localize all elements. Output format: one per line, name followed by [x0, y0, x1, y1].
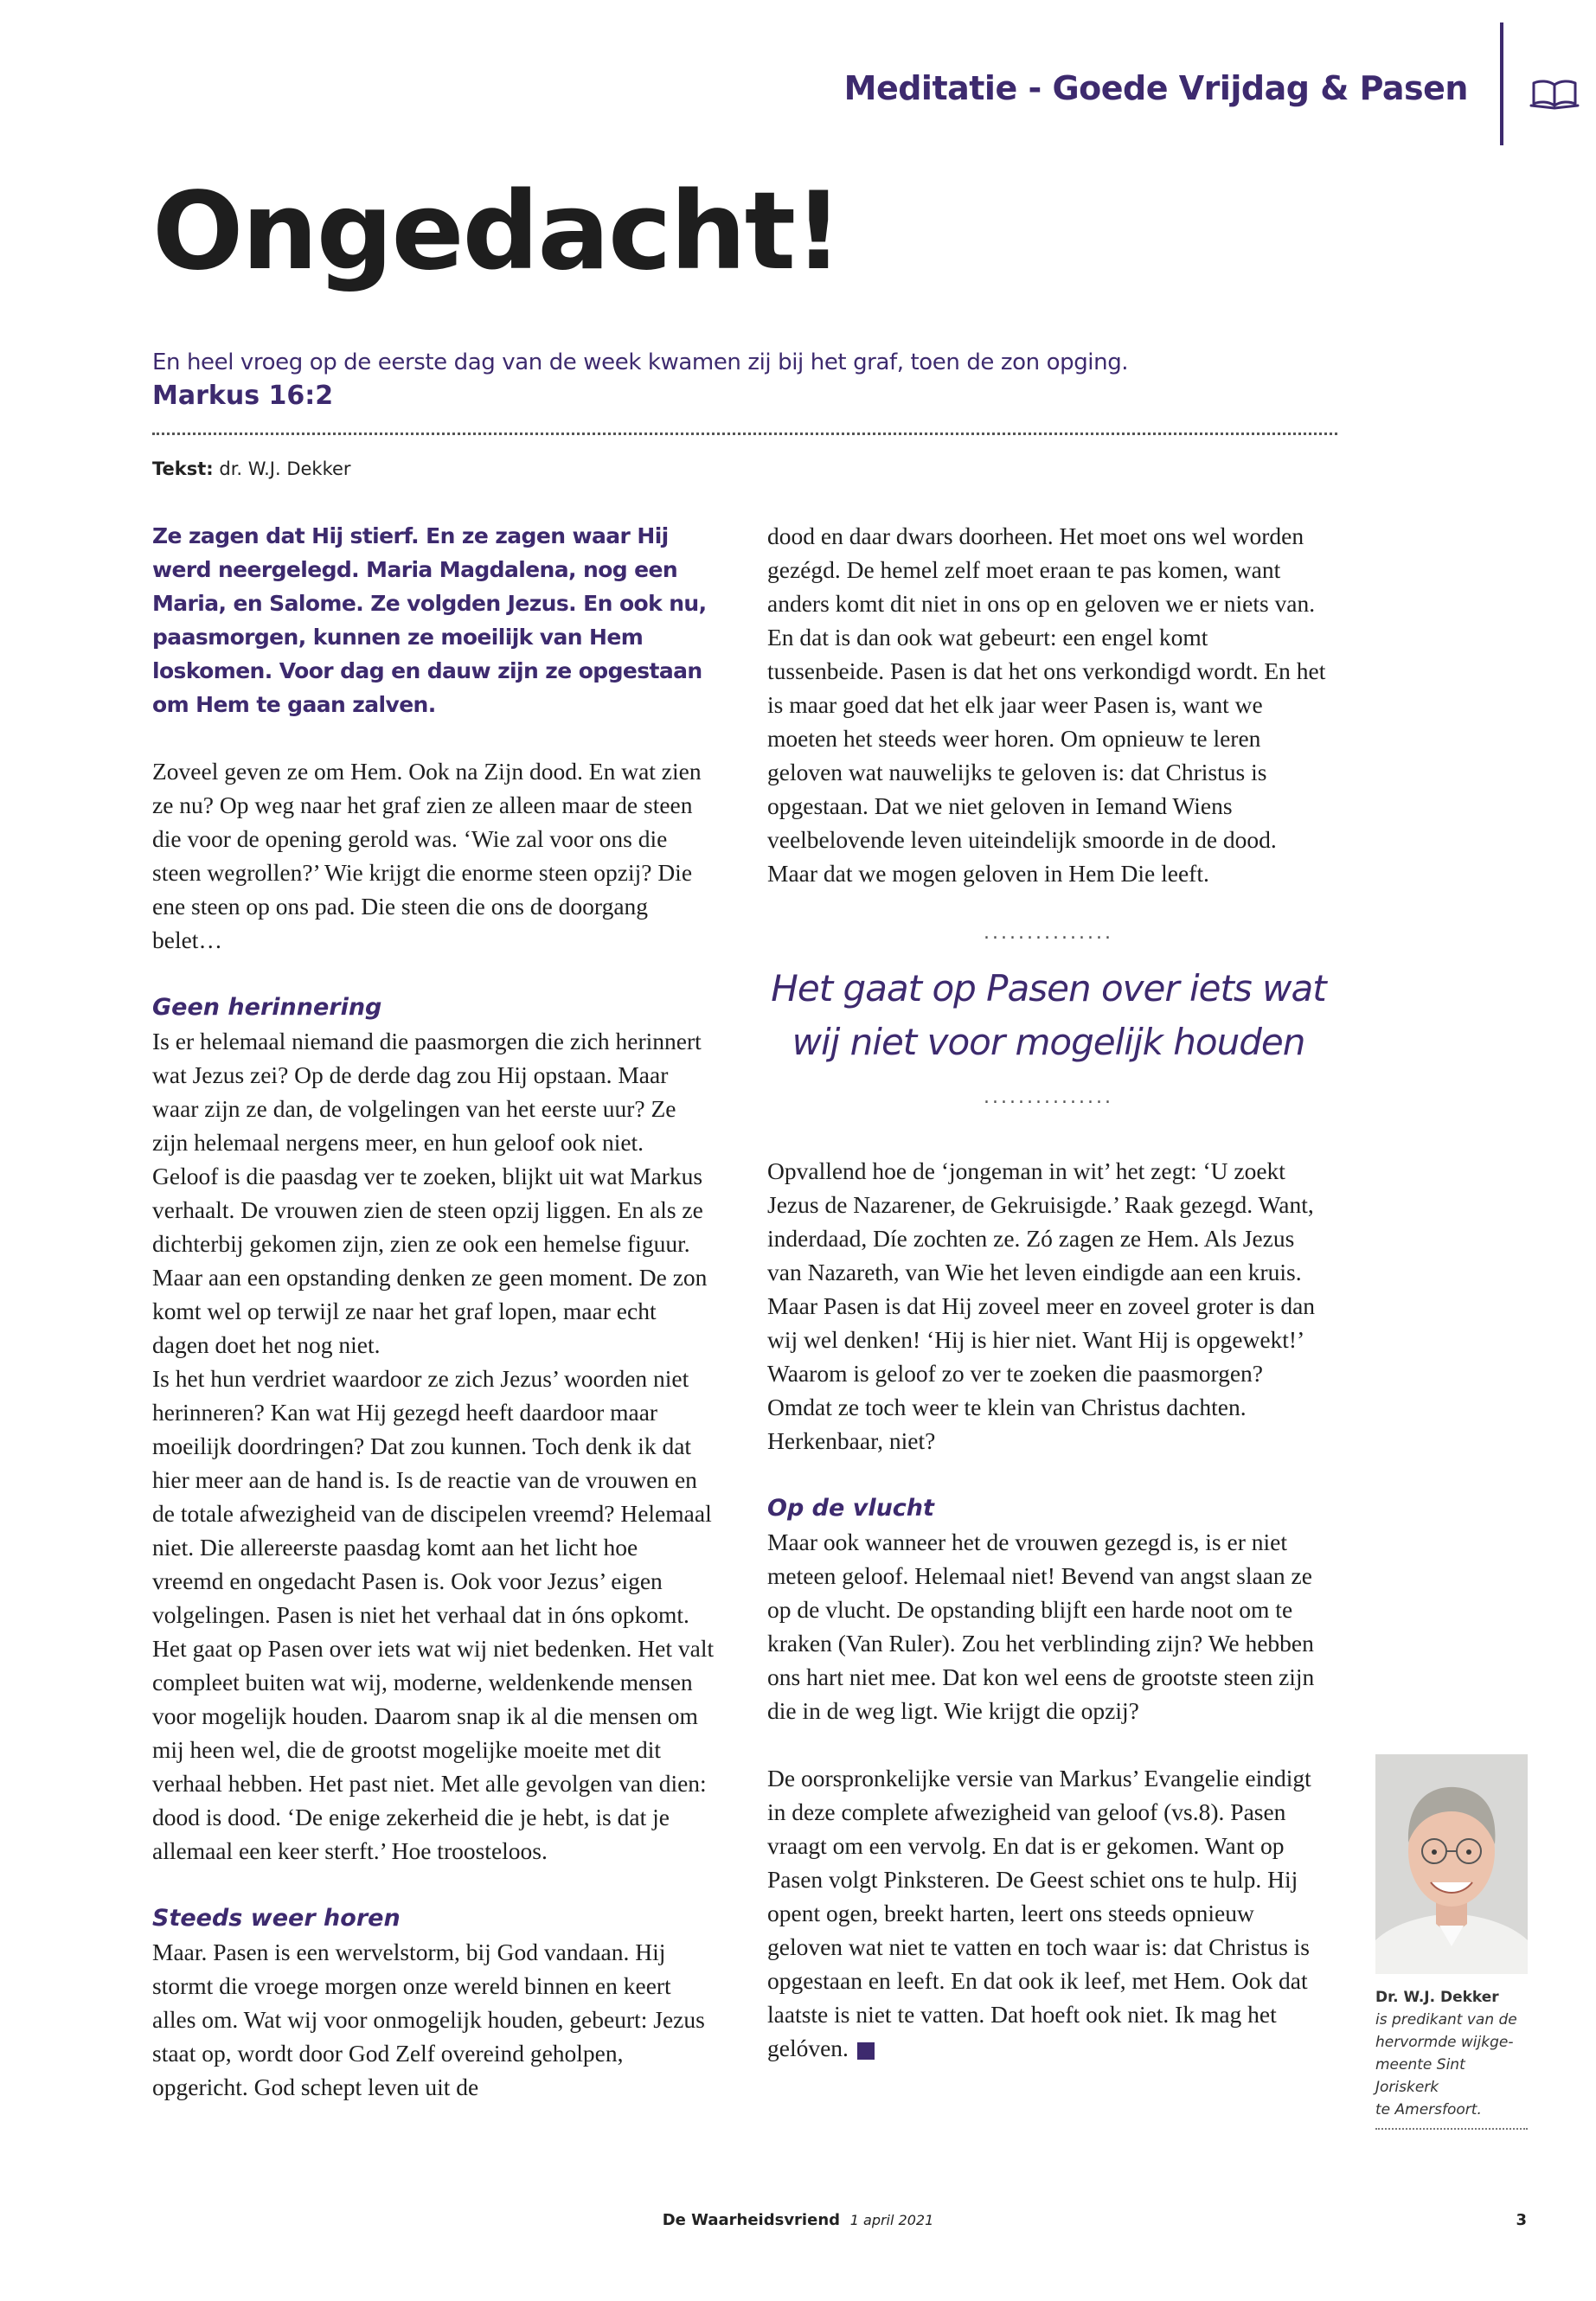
- body-paragraph: Is er helemaal niemand die paasmorgen die zich herinnert wat Jezus zei? Op de derde dag zou Hij opstaan. Maar waar zijn ze dan, de volgelingen van het eerste uur? Ze zijn helemaal nergens meer, en hun geloof ook niet. Geloof is die paasdag ver te zoeken, blijkt uit wat Markus verhaalt. De vrouwen zien de steen opzij liggen. En als ze dichterbij gekomen zijn, zien ze ook een hemelse figuur. Maar aan een opstanding denken ze geen moment. De zon komt wel op terwijl ze naar het graf lopen, maar echt dagen doet het nog niet.: [152, 1028, 708, 1358]
- body-paragraph: Maar. Pasen is een wervelstorm, bij God vandaan. Hij stormt die vroege morgen onze wereld binnen en keert alles om. Wat wij voor onmogelijk houden, gebeurt: Jezus staat op, wordt door God Zelf overeind geholpen, opgericht. God schept leven uit de: [152, 1939, 705, 2100]
- verse-reference: Markus 16:2: [152, 381, 334, 411]
- author-photo: [1375, 1754, 1528, 1974]
- body-paragraph: Zoveel geven ze om Hem. Ook na Zijn dood. En wat zien ze nu? Op weg naar het graf zien ze alleen maar de steen die voor de opening gerold was. ‘Wie zal voor ons die steen wegrollen?’ Wie krijgt die enorme steen opzij? Die ene steen op ons pad. Die steen die ons de doorgang belet…: [152, 758, 702, 953]
- issue-date: 1 april 2021: [849, 2212, 934, 2228]
- magazine-name: De Waarheidsvriend: [662, 2211, 841, 2229]
- byline-label: Tekst:: [152, 458, 214, 479]
- pull-quote-line: Het gaat op Pasen over iets wat: [771, 967, 1326, 1009]
- author-description: is predikant van de: [1375, 2011, 1517, 2029]
- header-divider: [1500, 22, 1503, 145]
- closing-paragraph: [767, 1761, 1330, 2065]
- body-paragraph: Is het hun verdriet waardoor ze zich Jezus’ woorden niet herinneren? Kan wat Hij gezegd heeft daardoor maar moeilijk doordringen? Dat zou kunnen. Toch denk ik dat hier meer aan de hand is. Is de reactie van de vrouwen en de totale afwezigheid van de discipelen vreemd? Helemaal niet. Die allereerste paasdag komt aan het licht hoe vreemd en ongedacht Pasen is. Ook voor Jezus’ eigen volgelingen. Pasen is niet het verhaal dat in óns opkomt. Het gaat op Pasen over iets wat wij niet bedenken. Het valt compleet buiten wat wij, moderne, weldenkende mensen voor mogelijk houden. Daarom snap ik al die mensen om mij heen wel, die de grootst mogelijke moeite met dit verhaal hebben. Het past niet. Met alle gevolgen van dien: dood is dood. ‘De enige zekerheid die je hebt, is dat je allemaal een keer sterft.’ Hoe troosteloos.: [152, 1365, 715, 1864]
- byline-author: dr. W.J. Dekker: [219, 458, 351, 479]
- body-paragraph: Maar ook wanneer het de vrouwen gezegd is, is er niet meteen geloof. Helemaal niet! Bevend van angst slaan ze op de vlucht. De opstanding blijft een harde noot om te kraken (Van Ruler). Zou het verblinding zijn? We hebben ons hart niet mee. Dat kon wel eens de grootste steen zijn die in de weg ligt. Wie krijgt die opzij?: [767, 1529, 1315, 1724]
- right-column: [767, 519, 1330, 2065]
- author-caption: [1375, 1986, 1528, 2121]
- left-column: [152, 519, 715, 2104]
- page-title: Ongedacht!: [152, 170, 842, 294]
- dotted-divider: [152, 433, 1337, 435]
- dotted-divider: ...............: [984, 1086, 1113, 1108]
- pull-quote-line: wij niet voor mogelijk houden: [792, 1021, 1305, 1063]
- book-icon: [1529, 76, 1580, 111]
- byline: [152, 458, 351, 479]
- verse-text: En heel vroeg op de eerste dag van de week kwamen zij bij het graf, toen de zon opging.: [152, 349, 1129, 375]
- dotted-divider: ...............: [984, 922, 1113, 944]
- author-description: hervormde wijkge-: [1375, 2034, 1514, 2051]
- author-description: te Amersfoort.: [1375, 2101, 1482, 2118]
- body-paragraph: dood en daar dwars doorheen. Het moet ons wel worden gezégd. De hemel zelf moet eraan te pas komen, want anders komt dit niet in ons op en geloven we er niets van. En dat is dan ook wat gebeurt: een engel komt tussenbeide. Pasen is dat het ons verkondigd wordt. En het is maar goed dat het elk jaar weer Pasen is, want we moeten het steeds weer horen. Om opnieuw te leren geloven wat nauwelijks te geloven is: dat Christus is opgestaan. Dat we niet geloven in Iemand Wiens veelbelovende leven uiteindelijk smoorde in de dood. Maar dat we mogen geloven in Hem Die leeft.: [767, 522, 1326, 887]
- dotted-divider: [1375, 2128, 1528, 2130]
- closing-text: De oorspronkelijke versie van Markus’ Evangelie eindigt in deze complete afwezigheid van geloof (vs.8). Pasen vraagt om een vervolg. En dat is er gekomen. Want op Pasen volgt Pinksteren. De Geest schiet ons te hulp. Hij opent ogen, breekt harten, leert ons steeds opnieuw geloven wat niet te vatten en toch waar is: dat Christus is opgestaan en leeft. En dat ook ik leef, met Hem. Ook dat laatste is niet te vatten. Dat hoeft ook niet. Ik mag het gelóven.: [767, 1765, 1311, 2061]
- intro-paragraph: Ze zagen dat Hij stierf. En ze zagen waar Hij werd neergelegd. Maria Magdalena, nog een Maria, en Salome. Ze volgden Jezus. En ook nu, paasmorgen, kunnen ze moeilijk van Hem loskomen. Voor dag en dauw zijn ze opgestaan om Hem te gaan zalven.: [152, 523, 707, 717]
- bible-verse: [152, 349, 1128, 411]
- body-paragraph: Opvallend hoe de ‘jongeman in wit’ het zegt: ‘U zoekt Jezus de Nazarener, de Gekruisigde.’ Raak gezegd. Want, inderdaad, Díe zochten ze. Zó zagen ze Hem. Als Jezus van Nazareth, van Wie het leven eindigde aan een kruis. Maar Pasen is dat Hij zoveel meer en zoveel groter is dan wij wel denken! ‘Hij is hier niet. Want Hij is opgewekt!’ Waarom is geloof zo ver te zoeken die paasmorgen? Omdat ze toch weer te klein van Christus dachten. Herkenbaar, niet?: [767, 1157, 1316, 1454]
- footer: [0, 2211, 1596, 2229]
- end-mark-icon: [857, 2042, 875, 2060]
- subheading-steeds-weer-horen: Steeds weer horen: [152, 1905, 401, 1932]
- pull-quote-text: [767, 962, 1330, 1069]
- subheading-op-de-vlucht: Op de vlucht: [767, 1495, 934, 1522]
- author-name: Dr. W.J. Dekker: [1375, 1989, 1499, 2006]
- pull-quote: [767, 924, 1330, 1107]
- subheading-geen-herinnering: Geen herinnering: [152, 994, 382, 1021]
- author-description: meente Sint Joriskerk: [1375, 2056, 1465, 2096]
- page-number: 3: [1516, 2211, 1527, 2229]
- section-title: Meditatie - Goede Vrijdag & Pasen: [843, 69, 1468, 107]
